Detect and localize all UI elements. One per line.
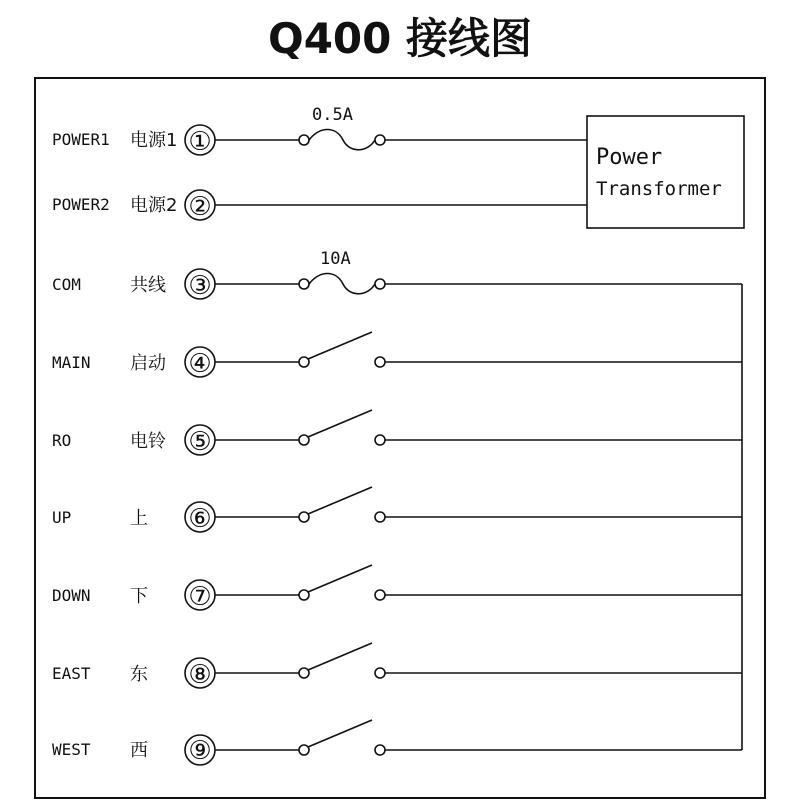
switch-6-contact bbox=[308, 487, 372, 514]
fuse-power-terminal-right bbox=[375, 135, 385, 145]
transformer-box bbox=[587, 116, 744, 228]
terminal-number-2: ② bbox=[188, 192, 212, 222]
switch-9-terminal-right bbox=[375, 745, 385, 755]
switch-7-contact bbox=[308, 565, 372, 592]
wires bbox=[185, 125, 742, 765]
switch-8-terminal-right bbox=[375, 668, 385, 678]
terminal-cn-main: 启动 bbox=[130, 353, 166, 374]
switch-7-terminal-left bbox=[299, 590, 309, 600]
switch-4-terminal-right bbox=[375, 357, 385, 367]
transformer-line2: Transformer bbox=[596, 178, 722, 200]
terminal-number-5: ⑤ bbox=[188, 427, 212, 457]
diagram-title: Q400 接线图 bbox=[268, 14, 532, 63]
terminal-number-9: ⑨ bbox=[188, 736, 212, 766]
switch-5-terminal-right bbox=[375, 435, 385, 445]
terminal-label-down: DOWN bbox=[52, 586, 91, 605]
terminal-label-ro: RO bbox=[52, 431, 72, 450]
switch-4-contact bbox=[308, 332, 372, 359]
terminal-label-west: WEST bbox=[52, 740, 91, 759]
terminal-number-3: ③ bbox=[188, 271, 212, 301]
terminal-cn-power2: 电源2 bbox=[130, 195, 178, 216]
fuse-com-terminal-left bbox=[299, 279, 309, 289]
terminal-cn-west: 西 bbox=[130, 740, 148, 761]
switch-5-contact bbox=[308, 410, 372, 437]
terminal-cn-down: 下 bbox=[130, 586, 148, 607]
terminal-label-com: COM bbox=[52, 275, 81, 294]
fuse-com-element bbox=[309, 274, 375, 294]
terminal-label-power2: POWER2 bbox=[52, 195, 110, 214]
switch-7-terminal-right bbox=[375, 590, 385, 600]
terminal-label-power1: POWER1 bbox=[52, 130, 110, 149]
switch-8-terminal-left bbox=[299, 668, 309, 678]
switch-9-contact bbox=[308, 720, 372, 747]
terminal-number-4: ④ bbox=[188, 349, 212, 379]
terminal-cn-power1: 电源1 bbox=[130, 130, 178, 151]
terminal-number-1: ① bbox=[188, 127, 212, 157]
terminal-label-east: EAST bbox=[52, 664, 91, 683]
switch-9-terminal-left bbox=[299, 745, 309, 755]
fuse-power-terminal-left bbox=[299, 135, 309, 145]
switch-5-terminal-left bbox=[299, 435, 309, 445]
terminal-label-main: MAIN bbox=[52, 353, 91, 372]
terminal-number-7: ⑦ bbox=[188, 582, 212, 612]
fuse-com-terminal-right bbox=[375, 279, 385, 289]
terminal-number-6: ⑥ bbox=[188, 504, 212, 534]
fuse-power-element bbox=[309, 130, 375, 150]
terminal-cn-up: 上 bbox=[130, 508, 148, 529]
switch-8-contact bbox=[308, 643, 372, 670]
transformer-line1: Power bbox=[596, 145, 663, 170]
terminal-label-up: UP bbox=[52, 508, 72, 527]
terminal-cn-east: 东 bbox=[130, 664, 148, 685]
terminal-number-8: ⑧ bbox=[188, 660, 212, 690]
switch-6-terminal-right bbox=[375, 512, 385, 522]
switch-6-terminal-left bbox=[299, 512, 309, 522]
terminal-cn-ro: 电铃 bbox=[130, 431, 166, 452]
fuse-label-com: 10A bbox=[320, 249, 351, 269]
terminal-cn-com: 共线 bbox=[130, 275, 166, 296]
fuse-label-power: 0.5A bbox=[312, 105, 353, 125]
switch-4-terminal-left bbox=[299, 357, 309, 367]
